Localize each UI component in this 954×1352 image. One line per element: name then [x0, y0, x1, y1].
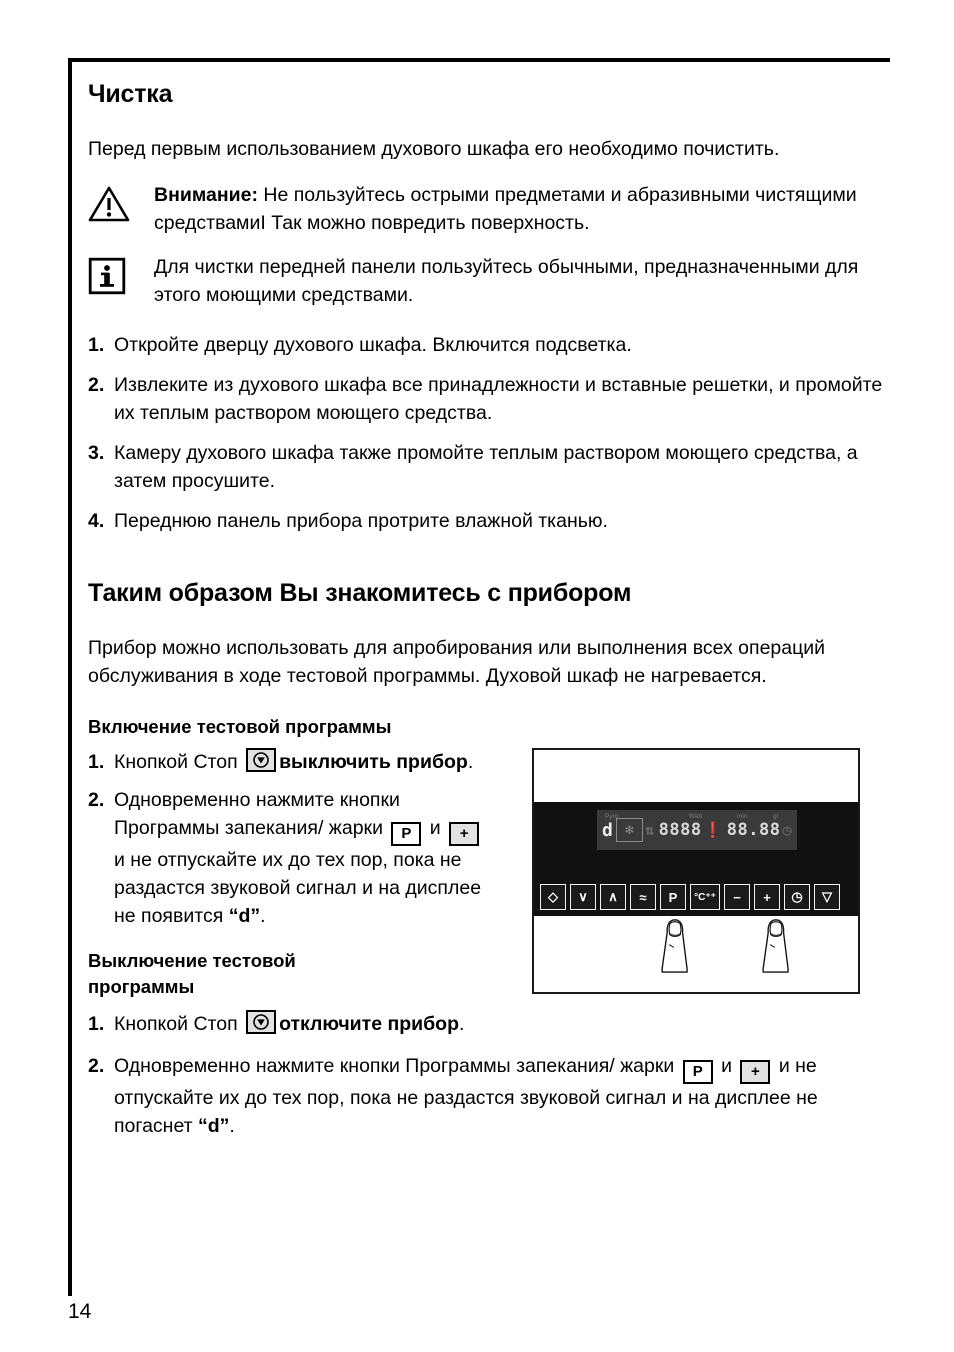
section-heading-getting-to-know: Таким образом Вы знакомитесь с прибором — [88, 579, 632, 607]
test-program-block — [88, 748, 888, 1038]
step-number: 4. — [88, 510, 105, 532]
step-text-pre: Кнопкой Стоп — [114, 1013, 244, 1035]
info-notice — [88, 253, 888, 309]
clock-button[interactable]: ◷ — [784, 884, 810, 910]
fan-symbol-icon: ✻ — [616, 818, 643, 842]
list-item — [88, 439, 888, 495]
step-text-mid: и — [715, 1055, 738, 1077]
page-content — [88, 80, 888, 1152]
step-number: 1. — [88, 334, 105, 356]
lcd-label-pyro: Pyro — [605, 813, 619, 820]
step-number: 1. — [88, 1013, 105, 1035]
minus-button[interactable]: − — [724, 884, 750, 910]
step-text — [114, 786, 488, 930]
step-text-tail: . — [229, 1115, 235, 1137]
step-text-bold: выключить прибор — [279, 751, 468, 773]
stop-button[interactable]: ▽ — [814, 884, 840, 910]
stop-icon[interactable] — [246, 1010, 276, 1034]
step-text — [114, 1052, 888, 1140]
warning-notice — [88, 181, 888, 237]
info-notice-text: Для чистки передней панели пользуйтесь обычными, предназначенными для этого моющими средствами. — [154, 256, 859, 306]
finger-pressing-program-button — [661, 900, 695, 992]
plus-button[interactable]: + — [754, 884, 780, 910]
step-number: 2. — [88, 1055, 105, 1077]
oven-control-panel-figure — [532, 748, 860, 994]
step-number: 2. — [88, 374, 105, 396]
lcd-display — [597, 810, 797, 850]
program-button[interactable]: P — [660, 884, 686, 910]
program-key-icon[interactable]: P — [391, 822, 421, 846]
step-text-pre: Кнопкой Стоп — [114, 751, 244, 773]
steam-button[interactable]: ≈ — [630, 884, 656, 910]
step-text-post: . — [459, 1013, 465, 1035]
down-button[interactable]: ∨ — [570, 884, 596, 910]
step-text-post: и не отпускайте их до тех пор, пока не раздастся звуковой сигнал и на дисплее не появится — [114, 849, 482, 927]
getting-to-know-intro-paragraph: Прибор можно использовать для апробирования или выполнения всех операций обслуживания в ходе тестовой программы. Духовой шкаф не нагревается. — [88, 637, 826, 687]
step-text-pre: Одновременно нажмите кнопки Программы запекания/ жарки — [114, 1055, 680, 1077]
list-item — [88, 331, 888, 359]
test-program-steps-column — [88, 748, 488, 1038]
warning-notice-text — [154, 181, 888, 237]
warning-label: Внимание: — [154, 184, 258, 206]
cleaning-steps-list — [88, 331, 888, 535]
step-text-post: и не отпускайте их до тех пор, пока не раздастся звуковой сигнал и на дисплее не погаснет — [114, 1055, 818, 1137]
list-item — [88, 371, 888, 427]
page-left-rule — [68, 58, 72, 1296]
step-text-quoted: “d” — [228, 905, 261, 927]
info-box-icon — [88, 253, 154, 295]
subsection-heading-enable-test-program: Включение тестовой программы — [88, 716, 392, 737]
lcd-clock-icon: ◷ — [782, 821, 792, 839]
step-text-post: . — [467, 751, 474, 773]
step-text: Камеру духового шкафа также промойте теплым раствором моющего средства, а затем просушите. — [114, 442, 858, 492]
step-text-quoted: “d” — [198, 1115, 230, 1137]
list-item — [88, 1052, 888, 1140]
cleaning-intro-paragraph: Перед первым использованием духового шкафа его необходимо почистить. — [88, 138, 780, 160]
lcd-temperature-segments: 8888 — [658, 820, 702, 840]
lcd-d-character: d — [602, 819, 613, 841]
section-heading-cleaning: Чистка — [88, 80, 173, 108]
plus-key-icon[interactable]: + — [740, 1060, 770, 1084]
disable-test-program-step-2 — [88, 1052, 888, 1140]
warning-triangle-icon — [88, 181, 154, 223]
list-item — [88, 1010, 488, 1038]
list-item — [88, 748, 488, 776]
up-button[interactable]: ∧ — [600, 884, 626, 910]
warning-body: Не пользуйтесь острыми предметами и абразивными чистящими средствамиI Так можно повредить поверхность. — [154, 184, 857, 234]
step-text: Переднюю панель прибора протрите влажной тканью. — [114, 510, 608, 532]
lcd-mode-icons: ⇅ — [645, 821, 655, 839]
step-text: Извлеките из духового шкафа все принадлежности и вставные решетки, и промойте их теплым раствором моющего средства. — [114, 374, 883, 424]
lcd-time-segments: 88.88 — [726, 820, 781, 840]
step-number: 1. — [88, 751, 105, 773]
finger-pressing-plus-button — [762, 900, 796, 992]
plus-key-icon[interactable]: + — [449, 822, 479, 846]
step-text-bold: отключите прибор — [279, 1013, 459, 1035]
lcd-label-gr: gr — [773, 813, 779, 820]
page-number: 14 — [68, 1300, 92, 1323]
list-item — [88, 507, 888, 535]
subsection-heading-disable-test-program: Выключение тестовой программы — [88, 950, 296, 997]
step-text-pre: Одновременно нажмите кнопки Программы запекания/ жарки — [114, 789, 400, 839]
disable-test-program-step-1 — [88, 1010, 488, 1038]
light-button[interactable]: ◇ — [540, 884, 566, 910]
program-key-icon[interactable]: P — [683, 1060, 713, 1084]
enable-test-program-steps — [88, 748, 488, 930]
step-text: Откройте дверцу духового шкафа. Включится подсветка. — [114, 334, 632, 356]
step-number: 2. — [88, 789, 105, 811]
stop-icon[interactable] — [246, 748, 276, 772]
lcd-label-min: min — [737, 813, 748, 820]
lcd-label-watt: Watt — [689, 813, 703, 820]
page-top-rule — [68, 58, 890, 62]
step-text-tail: . — [260, 905, 266, 927]
list-item — [88, 786, 488, 930]
temperature-button[interactable]: °C⁺⁺ — [690, 884, 720, 910]
control-panel-surface — [534, 802, 860, 916]
step-text — [114, 1010, 488, 1038]
step-text-mid: и — [424, 817, 447, 839]
step-number: 3. — [88, 442, 105, 464]
lcd-probe-icon: ❗ — [703, 821, 723, 839]
step-text — [114, 748, 488, 776]
